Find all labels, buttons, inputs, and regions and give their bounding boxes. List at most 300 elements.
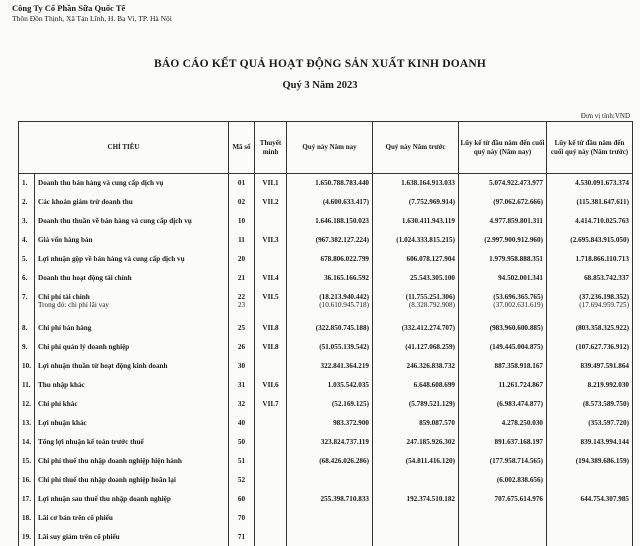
row-ytd-previous [547, 338, 633, 357]
row-code-value: 02 [237, 197, 246, 206]
row-note-value: VII.7 [262, 399, 279, 408]
row-code [229, 509, 255, 528]
row-item-value: Chi phí tài chính [38, 292, 90, 301]
row-index [19, 433, 35, 452]
row-index-value: 19. [22, 532, 31, 541]
table-row [19, 193, 633, 212]
row-ytd-current [459, 395, 547, 414]
row-ytd-current-value: (6.002.838.656) [496, 475, 543, 484]
row-ytd-previous [547, 357, 633, 376]
row-q-previous-value: (11.755.251.306) [405, 292, 455, 301]
row-ytd-current-value: 94.502.001.341 [498, 273, 543, 282]
row-code [229, 269, 255, 288]
row-ytd-previous [547, 395, 633, 414]
row-code [229, 490, 255, 509]
row-item-value: Lãi cơ bản trên cổ phiếu [38, 513, 113, 522]
row-code-value: 30 [237, 361, 246, 370]
row-q-previous [373, 376, 459, 395]
row-q-current [287, 269, 373, 288]
row-q-previous [373, 433, 459, 452]
row-ytd-previous-value: 839.497.591.864 [580, 361, 629, 370]
row-code-value: 21 [237, 273, 246, 282]
row-code-value: 32 [237, 399, 246, 408]
row-ytd-current [459, 452, 547, 471]
table-row [19, 433, 633, 452]
row-note [255, 490, 287, 509]
row-q-previous-sub-value: (8.328.792.908) [408, 300, 455, 309]
row-item [35, 288, 229, 319]
row-q-current-value: (18.213.940.442) [319, 292, 369, 301]
row-item [35, 471, 229, 490]
row-q-previous [373, 174, 459, 193]
report-title: BÁO CÁO KẾT QUẢ HOẠT ĐỘNG SẢN XUẤT KINH DOANH [154, 58, 486, 70]
row-q-current [287, 433, 373, 452]
row-item-value: Thu nhập khác [38, 380, 85, 389]
row-index [19, 250, 35, 269]
income-statement-table [18, 121, 633, 546]
row-index [19, 269, 35, 288]
row-item-sub-value: Trong đó: chi phí lãi vay [38, 300, 110, 309]
row-q-current-value: 255.398.710.833 [320, 494, 369, 503]
currency-unit: Đơn vị tính:VND [580, 112, 630, 120]
row-item [35, 528, 229, 546]
row-note-value: VII.5 [262, 292, 279, 301]
row-ytd-current [459, 319, 547, 338]
row-q-current-value: (322.850.745.188) [315, 323, 369, 332]
row-q-previous-value: 859.087.570 [419, 418, 455, 427]
company-name: Công Ty Cổ Phần Sữa Quốc Tế [12, 3, 126, 13]
row-q-current [287, 452, 373, 471]
row-ytd-current [459, 471, 547, 490]
row-index [19, 319, 35, 338]
row-ytd-previous [547, 414, 633, 433]
row-ytd-previous [547, 212, 633, 231]
row-ytd-current-value: 887.358.918.167 [494, 361, 543, 370]
row-index [19, 471, 35, 490]
row-q-current [287, 319, 373, 338]
row-ytd-current [459, 433, 547, 452]
row-ytd-current [459, 414, 547, 433]
row-index-value: 11. [22, 380, 31, 389]
row-item-value: Giá vốn hàng bán [38, 235, 93, 244]
table-row [19, 174, 633, 193]
row-q-previous [373, 357, 459, 376]
row-code [229, 471, 255, 490]
row-q-previous [373, 212, 459, 231]
row-ytd-previous [547, 433, 633, 452]
row-note [255, 250, 287, 269]
table-row [19, 528, 633, 546]
row-code-value: 40 [237, 418, 246, 427]
row-code [229, 414, 255, 433]
row-item-value: Lợi nhuận khác [38, 418, 87, 427]
row-code-value: 51 [237, 456, 246, 465]
row-ytd-current [459, 357, 547, 376]
row-item [35, 319, 229, 338]
row-ytd-current-value: 4.278.250.030 [501, 418, 543, 427]
row-note-value: VII.8 [262, 342, 279, 351]
row-code [229, 288, 255, 319]
row-ytd-current-value: (6.983.474.877) [496, 399, 543, 408]
row-code [229, 395, 255, 414]
col-header-code: Mã số [229, 122, 255, 174]
row-index-value: 1. [22, 179, 28, 187]
row-note [255, 357, 287, 376]
row-index [19, 338, 35, 357]
row-q-current [287, 490, 373, 509]
row-code-value: 25 [237, 323, 246, 332]
table-row [19, 212, 633, 231]
row-note [255, 319, 287, 338]
row-ytd-previous [547, 471, 633, 490]
table-row [19, 338, 633, 357]
row-ytd-current-value: 707.675.614.976 [494, 494, 543, 503]
row-ytd-current-value: 891.637.168.197 [494, 437, 543, 446]
row-ytd-previous [547, 509, 633, 528]
row-ytd-previous [547, 193, 633, 212]
row-code-value: 01 [237, 179, 246, 187]
row-ytd-previous-value: (2.695.843.915.050) [570, 235, 629, 244]
row-item-value: Chi phí quản lý doanh nghiệp [38, 342, 130, 351]
row-ytd-previous-value: 68.853.742.337 [584, 273, 629, 282]
row-ytd-previous [547, 231, 633, 250]
row-code-value: 31 [237, 380, 246, 389]
row-item [35, 193, 229, 212]
row-index-value: 10. [22, 361, 31, 370]
row-ytd-previous-value: (8.573.589.750) [582, 399, 629, 408]
row-ytd-previous-value: (107.627.736.912) [575, 342, 629, 351]
row-ytd-previous [547, 452, 633, 471]
row-index-value: 9. [22, 342, 28, 351]
row-code [229, 193, 255, 212]
row-q-previous [373, 250, 459, 269]
row-code-value: 26 [237, 342, 246, 351]
row-ytd-current-value: 5.074.922.473.977 [489, 179, 543, 187]
row-q-current [287, 509, 373, 528]
row-index-value: 13. [22, 418, 31, 427]
row-ytd-current [459, 490, 547, 509]
row-q-current-value: (967.382.127.224) [315, 235, 369, 244]
row-ytd-previous-value: 1.718.866.110.713 [575, 254, 629, 263]
row-item-value: Chi phí thuế thu nhập doanh nghiệp hiện hành [38, 456, 182, 465]
row-q-current-value: (52.169.125) [331, 399, 369, 408]
row-ytd-current [459, 174, 547, 193]
row-ytd-previous [547, 288, 633, 319]
row-note [255, 414, 287, 433]
row-q-current-value: 983.372.900 [333, 418, 369, 427]
row-item-value: Chi phí khác [38, 399, 78, 408]
row-note [255, 452, 287, 471]
row-q-current [287, 471, 373, 490]
row-q-previous [373, 231, 459, 250]
row-ytd-current-value: (97.062.672.666) [493, 197, 543, 206]
row-index-value: 7. [22, 292, 28, 301]
row-ytd-previous [547, 528, 633, 546]
row-q-current-value: 1.035.542.035 [327, 380, 369, 389]
row-ytd-current [459, 193, 547, 212]
row-code-value: 71 [237, 532, 246, 541]
table-row [19, 231, 633, 250]
row-item [35, 231, 229, 250]
row-item [35, 509, 229, 528]
row-index [19, 376, 35, 395]
row-item-value: Doanh thu thuần về bán hàng và cung cấp dịch vụ [38, 216, 192, 225]
row-index [19, 357, 35, 376]
row-note [255, 376, 287, 395]
row-q-previous-value: (41.127.068.259) [405, 342, 455, 351]
table-row [19, 250, 633, 269]
row-item [35, 433, 229, 452]
row-item [35, 174, 229, 193]
row-q-previous [373, 452, 459, 471]
row-ytd-current [459, 231, 547, 250]
row-item [35, 212, 229, 231]
row-note-value: VII.3 [262, 235, 279, 244]
row-q-previous-value: 192.374.510.182 [406, 494, 455, 503]
company-address: Thôn Đồn Thịnh, Xã Tản Lĩnh, H. Ba Vì, TP. Hà Nội [12, 14, 172, 23]
row-note [255, 528, 287, 546]
row-q-current [287, 528, 373, 546]
row-code [229, 433, 255, 452]
row-index [19, 509, 35, 528]
row-code [229, 231, 255, 250]
row-item-value: Chi phí thuế thu nhập doanh nghiệp hoãn lại [38, 475, 176, 484]
row-ytd-previous-value: (37.236.198.352) [579, 292, 629, 301]
row-code-value: 20 [237, 254, 246, 263]
row-ytd-previous [547, 490, 633, 509]
row-item-value: Lợi nhuận thuần từ hoạt động kinh doanh [38, 361, 168, 370]
row-q-previous-value: (7.752.969.914) [408, 197, 455, 206]
row-q-current [287, 250, 373, 269]
table-row [19, 269, 633, 288]
row-q-previous-value: (5.789.521.129) [408, 399, 455, 408]
row-note [255, 269, 287, 288]
row-note [255, 433, 287, 452]
row-index [19, 288, 35, 319]
table-row [19, 288, 633, 319]
row-ytd-current [459, 212, 547, 231]
table-row [19, 452, 633, 471]
row-q-current-value: (4.600.633.417) [322, 197, 369, 206]
row-index [19, 174, 35, 193]
row-index [19, 528, 35, 546]
row-code-value: 10 [237, 216, 246, 225]
row-item [35, 490, 229, 509]
row-ytd-previous-value: (353.597.720) [588, 418, 629, 427]
row-item-value: Lợi nhuận sau thuế thu nhập doanh nghiệp [38, 494, 171, 503]
row-item [35, 414, 229, 433]
row-code-value: 60 [237, 494, 246, 503]
row-code-sub-value: 23 [237, 300, 246, 309]
row-q-previous-value: 1.630.411.943.119 [401, 216, 455, 225]
row-note [255, 509, 287, 528]
row-code [229, 357, 255, 376]
row-ytd-current [459, 269, 547, 288]
row-index [19, 231, 35, 250]
row-q-previous [373, 269, 459, 288]
row-ytd-current-value: (983.960.600.885) [489, 323, 543, 332]
row-q-previous-value: (1.024.333.815.215) [396, 235, 455, 244]
row-q-current-value: 1.650.788.783.440 [315, 179, 369, 187]
row-q-previous-value: 606.078.127.904 [406, 254, 455, 263]
row-ytd-current-value: 4.977.859.801.311 [489, 216, 543, 225]
row-index-value: 3. [22, 216, 28, 225]
row-q-current [287, 193, 373, 212]
row-code-value: 52 [237, 475, 246, 484]
row-ytd-current-value: 11.261.724.867 [498, 380, 543, 389]
row-item [35, 395, 229, 414]
col-header-q-previous: Quý này Năm trước [373, 122, 459, 174]
row-ytd-current [459, 509, 547, 528]
col-header-q-current: Quý này Năm nay [287, 122, 373, 174]
row-item [35, 269, 229, 288]
row-item [35, 250, 229, 269]
row-index [19, 212, 35, 231]
row-q-current-value: 36.165.166.592 [324, 273, 369, 282]
row-ytd-previous-value: 4.414.710.025.763 [575, 216, 629, 225]
row-ytd-current-value: (2.997.900.912.960) [484, 235, 543, 244]
row-note [255, 193, 287, 212]
table-header-row [19, 122, 633, 174]
row-q-previous [373, 193, 459, 212]
row-ytd-current [459, 288, 547, 319]
row-q-previous-value: 6.648.608.699 [413, 380, 455, 389]
row-code-value: 70 [237, 513, 246, 522]
row-index [19, 395, 35, 414]
row-q-previous-value: (332.412.274.707) [401, 323, 455, 332]
row-q-previous [373, 509, 459, 528]
row-index [19, 193, 35, 212]
row-index [19, 452, 35, 471]
row-q-previous-value: 1.638.164.913.033 [401, 179, 455, 187]
row-item-value: Tổng lợi nhuận kế toán trước thuế [38, 437, 144, 446]
table-row [19, 471, 633, 490]
row-q-current [287, 288, 373, 319]
row-q-current-value: (68.426.026.286) [319, 456, 369, 465]
row-item-value: Các khoản giảm trừ doanh thu [38, 197, 133, 206]
row-ytd-previous-value: 8.219.992.030 [587, 380, 629, 389]
row-q-current [287, 414, 373, 433]
row-note [255, 338, 287, 357]
row-q-current [287, 231, 373, 250]
table-row [19, 395, 633, 414]
row-ytd-previous-value: 4.530.091.673.374 [575, 179, 629, 187]
row-ytd-previous [547, 376, 633, 395]
row-item [35, 376, 229, 395]
row-q-current-value: 323.824.737.119 [320, 437, 369, 446]
row-index [19, 414, 35, 433]
row-ytd-previous [547, 269, 633, 288]
row-index-value: 12. [22, 399, 31, 408]
row-ytd-previous-value: (803.358.325.922) [575, 323, 629, 332]
row-index-value: 15. [22, 456, 31, 465]
row-note [255, 174, 287, 193]
row-note [255, 471, 287, 490]
col-header-ytd-previous: Lũy kế từ đầu năm đến cuối quý này (Năm trước) [547, 122, 633, 174]
row-q-previous [373, 395, 459, 414]
row-ytd-current [459, 376, 547, 395]
row-code [229, 376, 255, 395]
row-code [229, 528, 255, 546]
row-note-value: VII.8 [262, 323, 279, 332]
table-row [19, 319, 633, 338]
row-q-previous [373, 490, 459, 509]
row-code-value: 11 [238, 235, 245, 244]
row-q-previous [373, 338, 459, 357]
row-index-value: 5. [22, 254, 28, 263]
row-ytd-previous [547, 319, 633, 338]
row-ytd-current [459, 338, 547, 357]
row-index-value: 8. [22, 323, 28, 332]
row-q-current [287, 338, 373, 357]
row-index-value: 18. [22, 513, 31, 522]
row-index-value: 17. [22, 494, 31, 503]
table-row [19, 376, 633, 395]
table-row [19, 357, 633, 376]
table-row [19, 490, 633, 509]
row-q-current-value: 322.841.364.219 [320, 361, 369, 370]
row-q-previous [373, 319, 459, 338]
row-ytd-previous-value: 839.143.994.144 [580, 437, 629, 446]
row-note-value: VII.1 [262, 179, 279, 187]
row-item-value: Lãi suy giảm trên cổ phiếu [38, 532, 120, 541]
row-item-value: Doanh thu bán hàng và cung cấp dịch vụ [38, 179, 164, 187]
row-ytd-previous [547, 250, 633, 269]
row-q-current-sub-value: (10.610.945.718) [319, 300, 369, 309]
row-ytd-current [459, 528, 547, 546]
row-index [19, 490, 35, 509]
row-note-value: VII.2 [262, 197, 279, 206]
row-index-value: 14. [22, 437, 31, 446]
col-header-ytd-current: Lũy kế từ đầu năm đến cuối quý này (Năm nay) [459, 122, 547, 174]
row-ytd-previous [547, 174, 633, 193]
row-q-current-value: 678.806.022.799 [320, 254, 369, 263]
row-ytd-previous-value: (194.389.686.159) [575, 456, 629, 465]
row-q-current [287, 376, 373, 395]
row-q-current [287, 357, 373, 376]
row-note [255, 212, 287, 231]
row-item-value: Doanh thu hoạt động tài chính [38, 273, 132, 282]
row-ytd-current-value: 1.979.958.888.351 [489, 254, 543, 263]
row-q-previous-value: 25.543.305.100 [410, 273, 455, 282]
row-code [229, 250, 255, 269]
row-q-previous-value: (54.811.416.120) [405, 456, 455, 465]
row-q-current [287, 212, 373, 231]
row-q-previous [373, 288, 459, 319]
row-ytd-current [459, 250, 547, 269]
row-q-previous [373, 414, 459, 433]
row-code [229, 212, 255, 231]
row-q-current [287, 174, 373, 193]
report-period: Quý 3 Năm 2023 [282, 80, 358, 91]
row-q-previous [373, 528, 459, 546]
col-header-item: CHỈ TIÊU [19, 122, 229, 174]
row-ytd-current-sub-value: (37.002.631.619) [493, 300, 543, 309]
row-q-previous-value: 247.185.926.302 [406, 437, 455, 446]
row-item [35, 338, 229, 357]
row-item-value: Lợi nhuận gộp về bán hàng và cung cấp dịch vụ [38, 254, 185, 263]
row-item-value: Chi phí bán hàng [38, 323, 92, 332]
row-code-value: 50 [237, 437, 246, 446]
row-code [229, 338, 255, 357]
row-note [255, 231, 287, 250]
row-index-value: 4. [22, 235, 28, 244]
row-item [35, 357, 229, 376]
row-index-value: 6. [22, 273, 28, 282]
row-note-value: VII.6 [262, 380, 279, 389]
row-item [35, 452, 229, 471]
row-q-current [287, 395, 373, 414]
